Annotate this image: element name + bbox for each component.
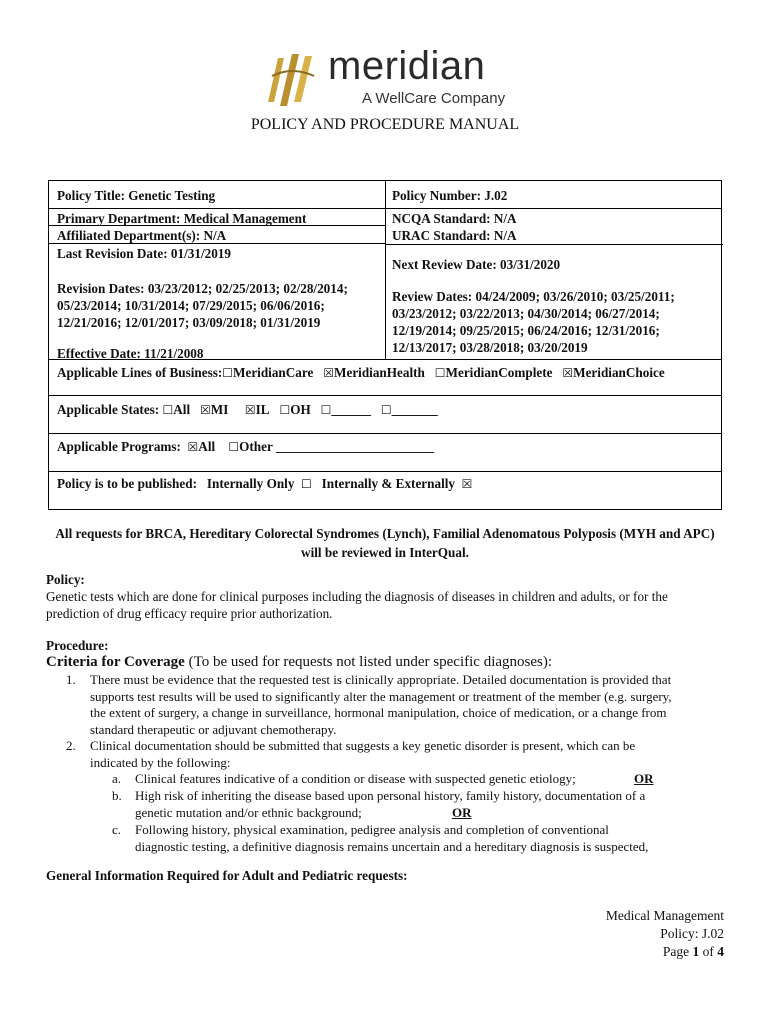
logo-wordmark: meridian bbox=[328, 44, 486, 88]
checkbox-icon[interactable]: ☐ bbox=[222, 366, 234, 380]
footer-department: Medical Management bbox=[605, 908, 724, 923]
publish-row: Policy is to be published: Internally Only ☐ Internally & Externally ☒ bbox=[57, 476, 473, 491]
checkbox-icon[interactable]: ☒ bbox=[562, 366, 574, 380]
logo-subtitle: A WellCare Company bbox=[362, 90, 506, 107]
policy-text: Genetic tests which are done for clinical purposes including the diagnosis of diseases in children and adults, or for the prediction of drug efficacy require prior authorization. bbox=[46, 589, 668, 621]
checkbox-icon[interactable]: ☒ bbox=[244, 403, 256, 417]
list-item: There must be evidence that the requested test is clinically appropriate. Detailed documentation is provided that supports test results will be used to significantly alter the management or treatment of the member (e.g. surgery, the extent of surgery, a change in surveillance, hormonal manipulation, choice of medication, or a change from standard therapeutic or adjuvant chemotherapy. bbox=[90, 672, 672, 737]
checkbox-icon[interactable]: ☒ bbox=[200, 403, 211, 417]
last-revision-date: Last Revision Date: 01/31/2019 bbox=[57, 246, 231, 261]
footer-page-number: Page 1 of 4 bbox=[662, 944, 724, 959]
meridian-logo-icon bbox=[262, 46, 324, 112]
policy-info-table bbox=[48, 180, 722, 510]
criteria-heading: Criteria for Coverage (To be used for requests not listed under specific diagnoses): bbox=[46, 654, 553, 670]
checkbox-icon[interactable]: ☐ bbox=[301, 477, 312, 491]
list-item-number: 1. bbox=[66, 672, 76, 687]
policy-heading: Policy: bbox=[46, 572, 85, 587]
list-item: Clinical documentation should be submitted that suggests a key genetic disorder is present, which can be indicated by the following: bbox=[90, 738, 636, 770]
sub-item: High risk of inheriting the disease based upon personal history, family history, documentation of a genetic mutation and/or ethnic background; bbox=[135, 788, 646, 820]
cell-divider bbox=[386, 244, 723, 245]
applicable-programs-row: Applicable Programs: ☒All ☐Other ________________________ bbox=[57, 439, 435, 454]
checkbox-icon[interactable]: ☐ bbox=[228, 440, 240, 454]
lines-of-business-row: Applicable Lines of Business:☐MeridianCare ☒MeridianHealth ☐MeridianComplete ☒MeridianChoice bbox=[57, 365, 665, 380]
applicable-states-row: Applicable States: ☐All ☒MI ☒IL ☐OH ☐______ ☐_______ bbox=[57, 402, 438, 417]
list-item-number: 2. bbox=[66, 738, 76, 753]
review-dates: Review Dates: 04/24/2009; 03/26/2010; 03/25/2011; 03/23/2012; 03/22/2013; 04/30/2014; 06/27/2014; 12/19/2014; 09/25/2015; 06/24/2016; 12/31/2016; 12/13/2017; 03/28/2018; 03/20/2019 bbox=[392, 289, 675, 355]
table-divider bbox=[49, 395, 721, 396]
page-footer bbox=[606, 907, 724, 961]
checkbox-icon[interactable]: ☒ bbox=[461, 477, 473, 491]
checkbox-icon[interactable]: ☐ bbox=[380, 403, 392, 417]
general-info-heading: General Information Required for Adult and Pediatric requests: bbox=[46, 868, 408, 883]
next-review-date: Next Review Date: 03/31/2020 bbox=[392, 257, 561, 272]
checkbox-icon[interactable]: ☐ bbox=[279, 403, 291, 417]
cell-divider bbox=[49, 225, 386, 226]
policy-number: Policy Number: J.02 bbox=[392, 188, 508, 203]
checkbox-icon[interactable]: ☐ bbox=[162, 403, 174, 417]
table-divider bbox=[49, 471, 721, 472]
or-connector: OR bbox=[634, 771, 654, 786]
ncqa-standard: NCQA Standard: N/A bbox=[392, 211, 517, 226]
checkbox-icon[interactable]: ☒ bbox=[187, 440, 199, 454]
urac-standard: URAC Standard: N/A bbox=[392, 228, 517, 243]
revision-dates: Revision Dates: 03/23/2012; 02/25/2013; 02/28/2014; 05/23/2014; 10/31/2014; 07/29/2015; 06/06/2016; 12/21/2016; 12/01/2017; 03/09/2018; 01/31/2019 bbox=[57, 281, 348, 330]
interqual-notice: All requests for BRCA, Hereditary Colorectal Syndromes (Lynch), Familial Adenomatous Polyposis (MYH and APC) will be reviewed in InterQual. bbox=[55, 526, 715, 560]
primary-department: Primary Department: Medical Management bbox=[57, 211, 307, 226]
footer-policy: Policy: J.02 bbox=[660, 926, 724, 941]
affiliated-departments: Affiliated Department(s): N/A bbox=[57, 228, 227, 243]
manual-title: POLICY AND PROCEDURE MANUAL bbox=[250, 116, 520, 133]
sub-item-letter: c. bbox=[112, 822, 122, 837]
sub-item: Clinical features indicative of a condition or disease with suspected genetic etiology; bbox=[135, 771, 576, 786]
effective-date: Effective Date: 11/21/2008 bbox=[57, 346, 204, 361]
policy-title: Policy Title: Genetic Testing bbox=[57, 188, 216, 203]
or-connector: OR bbox=[452, 805, 472, 820]
meridian-logo bbox=[262, 46, 512, 112]
table-column-divider bbox=[385, 181, 386, 359]
checkbox-icon[interactable]: ☐ bbox=[320, 403, 332, 417]
checkbox-icon[interactable]: ☐ bbox=[434, 366, 446, 380]
sub-item-letter: a. bbox=[112, 771, 122, 786]
sub-item-letter: b. bbox=[112, 788, 122, 803]
cell-divider bbox=[49, 243, 386, 244]
checkbox-icon[interactable]: ☒ bbox=[323, 366, 335, 380]
procedure-heading: Procedure: bbox=[46, 638, 109, 653]
table-divider bbox=[49, 433, 721, 434]
sub-item: Following history, physical examination, pedigree analysis and completion of conventional diagnostic testing, a definitive diagnosis remains uncertain and a hereditary diagnosis is suspected, bbox=[135, 822, 649, 854]
